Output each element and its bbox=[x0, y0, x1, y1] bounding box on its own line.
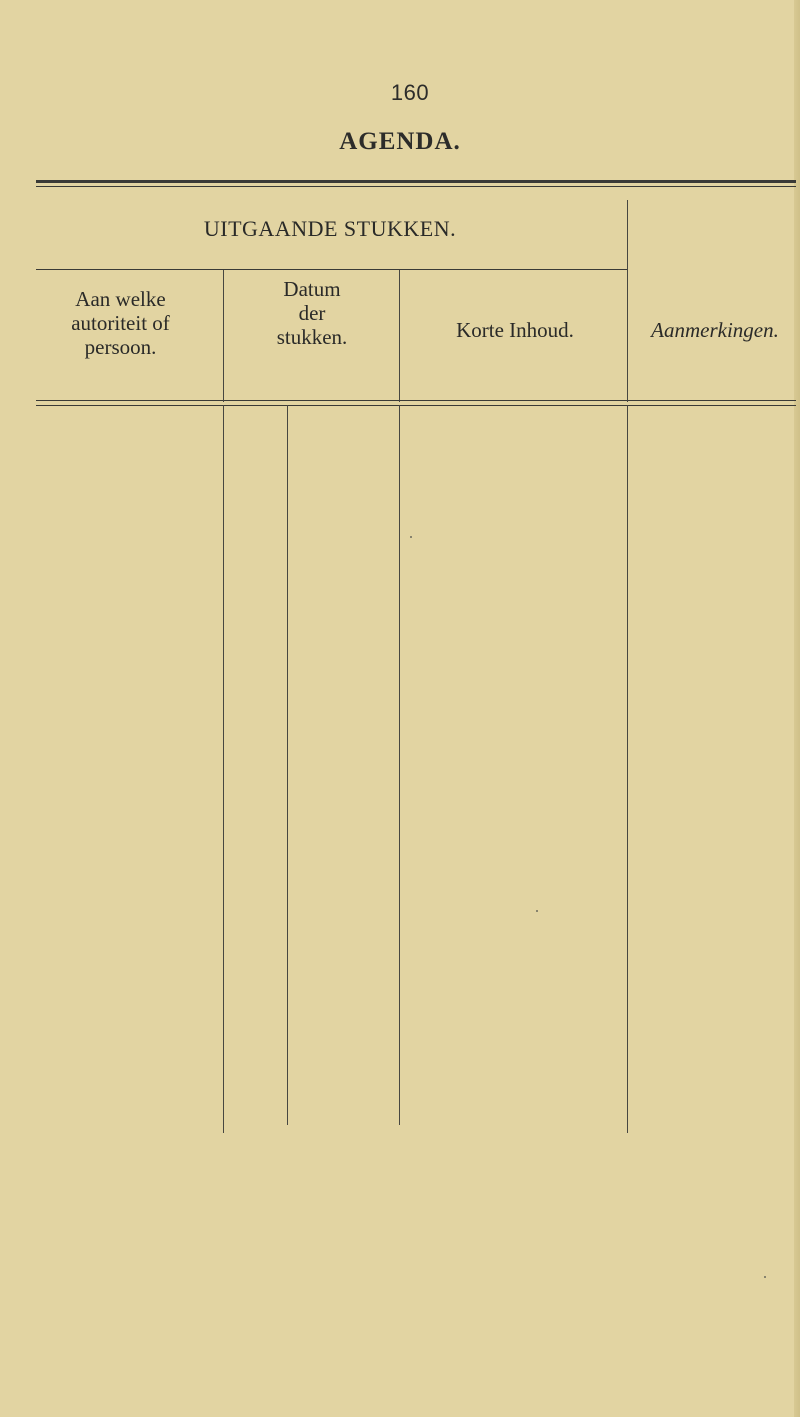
column-header-recipient-line-1: Aan welke bbox=[75, 287, 166, 311]
column-divider-2 bbox=[399, 270, 400, 402]
column-header-recipient-line-2: autoriteit of bbox=[71, 311, 170, 335]
column-divider-1-body bbox=[223, 405, 224, 1133]
column-header-summary: Korte Inhoud. bbox=[456, 318, 574, 342]
column-header-date-line-2: der bbox=[298, 301, 326, 325]
column-divider-3 bbox=[627, 200, 628, 402]
header-rule-1 bbox=[36, 400, 796, 401]
top-rule-thin bbox=[36, 186, 796, 187]
column-header-date-line-3: stukken. bbox=[276, 325, 348, 349]
column-divider-3-body bbox=[627, 405, 628, 1133]
column-header-recipient bbox=[18, 287, 223, 359]
column-divider-2-body bbox=[399, 405, 400, 1125]
column-divider-1 bbox=[223, 270, 224, 402]
print-speck bbox=[764, 1276, 766, 1278]
column-header-date bbox=[226, 277, 398, 349]
page-number: 160 bbox=[390, 80, 430, 105]
paper-edge bbox=[794, 0, 800, 1417]
print-speck bbox=[410, 536, 412, 538]
header-rule-2 bbox=[36, 405, 796, 406]
top-rule-thick bbox=[36, 180, 796, 183]
section-title: UITGAANDE STUKKEN. bbox=[203, 216, 457, 241]
column-divider-date-split bbox=[287, 405, 288, 1125]
column-header-recipient-line-3: persoon. bbox=[84, 335, 157, 359]
column-header-date-line-1: Datum bbox=[283, 277, 341, 301]
page-title: AGENDA. bbox=[339, 128, 461, 155]
column-header-remarks: Aanmerkingen. bbox=[651, 318, 779, 342]
section-rule bbox=[36, 269, 628, 270]
print-speck bbox=[536, 910, 538, 912]
